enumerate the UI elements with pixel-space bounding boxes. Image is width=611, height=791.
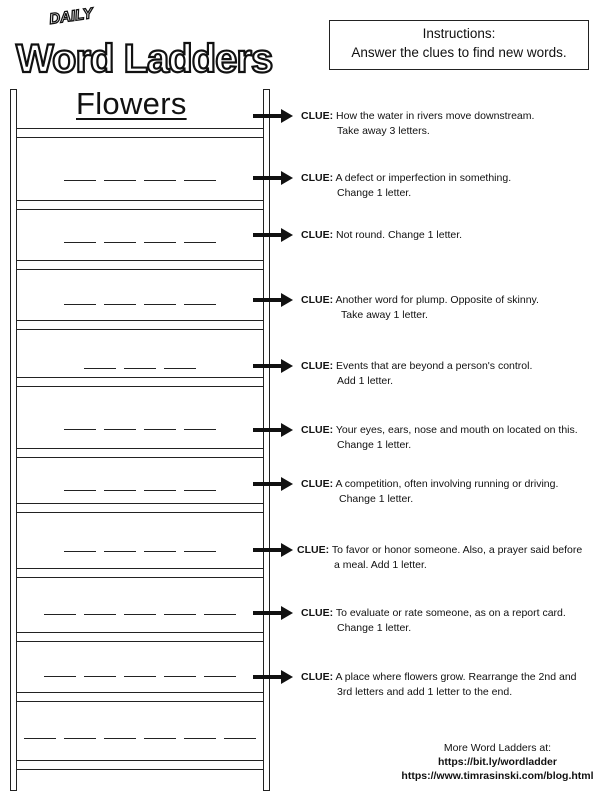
letter-blank[interactable]	[64, 302, 96, 305]
letter-blank[interactable]	[144, 302, 176, 305]
letter-blank[interactable]	[164, 366, 196, 369]
letter-blank[interactable]	[64, 240, 96, 243]
letter-blank[interactable]	[204, 674, 236, 677]
letter-blank[interactable]	[144, 240, 176, 243]
letter-blank[interactable]	[64, 488, 96, 491]
letter-blank[interactable]	[104, 736, 136, 739]
ladder-rung	[17, 200, 263, 210]
instructions-text: Answer the clues to find new words.	[351, 45, 567, 60]
clue-text: To evaluate or rate someone, as on a report card.	[335, 607, 566, 619]
logo-big-text: Word Ladders	[16, 37, 273, 81]
answer-blanks-9	[17, 674, 263, 677]
footer-link-1[interactable]: https://bit.ly/wordladder	[437, 756, 557, 768]
ladder-rung	[17, 448, 263, 458]
clue-hint: Change 1 letter.	[337, 186, 412, 199]
arrow-right-icon	[253, 423, 293, 437]
clue-hint: 3rd letters and add 1 letter to the end.	[337, 685, 513, 698]
letter-blank[interactable]	[44, 674, 76, 677]
letter-blank[interactable]	[64, 178, 96, 181]
answer-blanks-6	[17, 488, 263, 491]
letter-blank[interactable]	[124, 674, 156, 677]
letter-blank[interactable]	[44, 612, 76, 615]
letter-blank[interactable]	[64, 427, 96, 430]
letter-blank[interactable]	[184, 549, 216, 552]
footer-line-1: More Word Ladders at:	[443, 742, 552, 754]
letter-blank[interactable]	[144, 549, 176, 552]
clue-hint: Add 1 letter.	[337, 374, 394, 387]
letter-blank[interactable]	[144, 488, 176, 491]
ladder-rung	[17, 128, 263, 138]
clue-5	[301, 359, 532, 388]
clue-label: CLUE:	[297, 544, 330, 556]
arrow-right-icon	[253, 293, 293, 307]
answer-blanks-8	[17, 612, 263, 615]
letter-blank[interactable]	[84, 612, 116, 615]
clue-text: Events that are beyond a person's control.	[336, 360, 533, 372]
answer-blanks-1	[17, 178, 263, 181]
letter-blank[interactable]	[184, 178, 216, 181]
clue-label: CLUE:	[301, 671, 334, 683]
letter-blank[interactable]	[164, 612, 196, 615]
letter-blank[interactable]	[164, 674, 196, 677]
letter-blank[interactable]	[144, 736, 176, 739]
clue-text: To favor or honor someone. Also, a prayer said before	[331, 544, 583, 556]
letter-blank[interactable]	[184, 302, 216, 305]
answer-blanks-2	[17, 240, 263, 243]
footer	[390, 741, 605, 783]
letter-blank[interactable]	[184, 240, 216, 243]
letter-blank[interactable]	[184, 488, 216, 491]
clue-label: CLUE:	[301, 172, 334, 184]
instructions-box	[329, 20, 589, 70]
letter-blank[interactable]	[24, 736, 56, 739]
instructions-title: Instructions:	[422, 26, 496, 41]
page-title: Flowers	[76, 86, 187, 121]
letter-blank[interactable]	[104, 302, 136, 305]
letter-blank[interactable]	[64, 549, 96, 552]
arrow-right-icon	[253, 670, 293, 684]
letter-blank[interactable]	[204, 612, 236, 615]
clue-hint: Change 1 letter.	[339, 492, 414, 505]
answer-blanks-4	[17, 366, 263, 369]
letter-blank[interactable]	[104, 240, 136, 243]
letter-blank[interactable]	[104, 178, 136, 181]
ladder-rung	[17, 632, 263, 642]
footer-link-2[interactable]: https://www.timrasinski.com/blog.html	[401, 770, 594, 782]
clue-10	[301, 670, 577, 699]
letter-blank[interactable]	[124, 366, 156, 369]
clue-3	[301, 228, 462, 243]
arrow-right-icon	[253, 359, 293, 373]
letter-blank[interactable]	[104, 427, 136, 430]
answer-blanks-5	[17, 427, 263, 430]
ladder-rung	[17, 260, 263, 270]
answer-blanks-3	[17, 302, 263, 305]
letter-blank[interactable]	[84, 366, 116, 369]
clue-text: How the water in rivers move downstream.	[336, 110, 535, 122]
ladder-rung	[17, 320, 263, 330]
ladder-rung	[17, 568, 263, 578]
clue-text: Not round. Change 1 letter.	[336, 229, 463, 241]
arrow-right-icon	[253, 606, 293, 620]
clue-label: CLUE:	[301, 229, 334, 241]
arrow-right-icon	[253, 171, 293, 185]
ladder-left-rail	[10, 89, 17, 791]
arrow-right-icon	[253, 477, 293, 491]
letter-blank[interactable]	[184, 427, 216, 430]
clue-7	[301, 477, 558, 506]
letter-blank[interactable]	[84, 674, 116, 677]
arrow-right-icon	[253, 543, 293, 557]
clue-label: CLUE:	[301, 294, 334, 306]
clue-4	[301, 293, 539, 322]
answer-blanks-10	[17, 736, 263, 739]
clue-label: CLUE:	[301, 424, 334, 436]
ladder-rung	[17, 692, 263, 702]
logo	[12, 4, 273, 81]
letter-blank[interactable]	[144, 178, 176, 181]
logo-small-text: DAILY	[48, 5, 95, 28]
letter-blank[interactable]	[144, 427, 176, 430]
clue-1	[301, 109, 534, 138]
clue-hint: Take away 1 letter.	[341, 308, 428, 321]
clue-text: Your eyes, ears, nose and mouth on located on this.	[335, 424, 578, 436]
answer-blanks-7	[17, 549, 263, 552]
clue-9	[301, 606, 566, 635]
arrow-right-icon	[253, 109, 293, 123]
arrow-right-icon	[253, 228, 293, 242]
letter-blank[interactable]	[124, 612, 156, 615]
letter-blank[interactable]	[184, 736, 216, 739]
ladder-right-rail	[263, 89, 270, 791]
clue-2	[301, 171, 511, 200]
clue-hint: Take away 3 letters.	[337, 124, 430, 137]
ladder-rung	[17, 377, 263, 387]
clue-text: A place where flowers grow. Rearrange the 2nd and	[335, 671, 577, 683]
ladder-rung	[17, 503, 263, 513]
letter-blank[interactable]	[224, 736, 256, 739]
clue-hint: Change 1 letter.	[337, 621, 412, 634]
clue-8	[297, 543, 582, 572]
ladder-rung	[17, 760, 263, 770]
letter-blank[interactable]	[64, 736, 96, 739]
clue-6	[301, 423, 578, 452]
letter-blank[interactable]	[104, 549, 136, 552]
clue-label: CLUE:	[301, 110, 334, 122]
clue-label: CLUE:	[301, 478, 334, 490]
clue-text: Another word for plump. Opposite of skinny.	[335, 294, 539, 306]
clue-text: A competition, often involving running or driving.	[335, 478, 559, 490]
clue-text: A defect or imperfection in something.	[335, 172, 512, 184]
clue-hint: Change 1 letter.	[337, 438, 412, 451]
clue-hint: a meal. Add 1 letter.	[334, 558, 427, 571]
letter-blank[interactable]	[104, 488, 136, 491]
clue-label: CLUE:	[301, 607, 334, 619]
clue-label: CLUE:	[301, 360, 334, 372]
